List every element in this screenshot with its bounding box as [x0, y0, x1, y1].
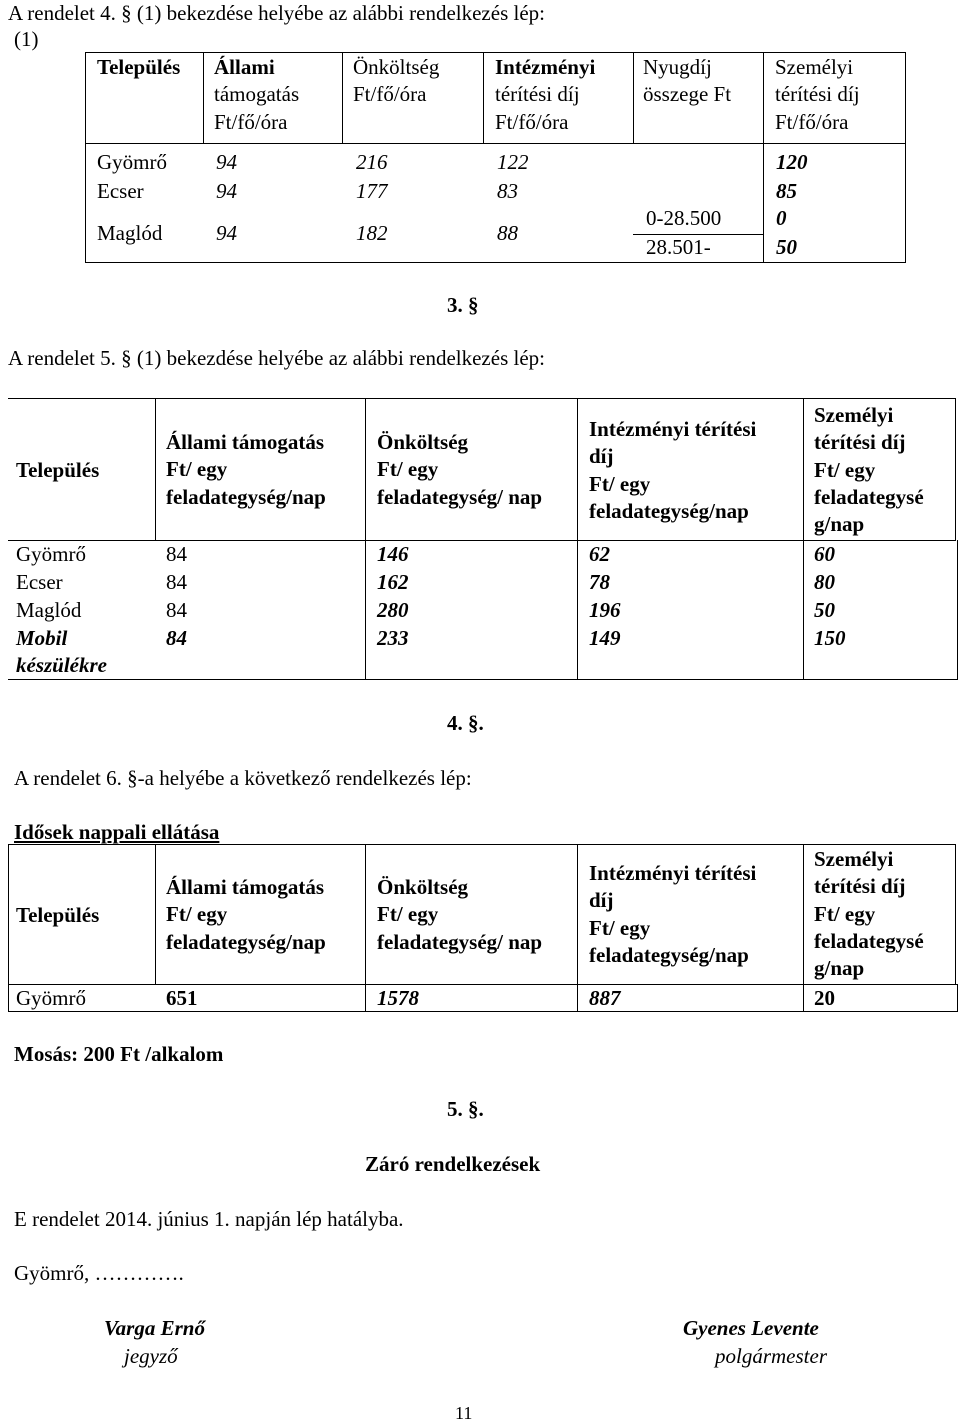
- header-szemelyi: Személyi térítési díj Ft/ egy feladategysé g/nap: [814, 847, 924, 981]
- place-date: Gyömrő, ………….: [14, 1261, 184, 1285]
- header-intezmenyi: Intézményi térítési díj Ft/ egy feladategység/nap: [589, 417, 757, 523]
- page-number: 11: [455, 1403, 473, 1423]
- section5-title: Záró rendelkezések: [365, 1152, 541, 1176]
- header-intezmenyi: Intézményi térítési díj Ft/fő/óra: [495, 55, 596, 134]
- header-onkoltseg: Önköltség Ft/ egy feladategység/ nap: [377, 430, 543, 509]
- header-telepules: Település: [16, 903, 100, 927]
- signature-role-notary: jegyző: [124, 1344, 178, 1368]
- effective-date-text: E rendelet 2014. június 1. napján lép hatályba.: [14, 1207, 404, 1231]
- header-allami: Állami támogatás Ft/ egy feladategység/nap: [166, 430, 326, 509]
- header-szemelyi: Személyi térítési díj Ft/ egy feladategysé g/nap: [814, 403, 924, 537]
- section4-intro: A rendelet 6. §-a helyébe a következő rendelkezés lép:: [14, 766, 472, 790]
- section4-number: 4. §.: [447, 711, 484, 735]
- section3-intro: A rendelet 5. § (1) bekezdése helyébe az alábbi rendelkezés lép:: [8, 346, 545, 370]
- section2-intro: A rendelet 4. § (1) bekezdése helyébe az alábbi rendelkezés lép:: [8, 1, 545, 25]
- section4-subtitle: Idősek nappali ellátása: [14, 820, 220, 844]
- signature-role-mayor: polgármester: [715, 1344, 827, 1368]
- header-szemelyi: Személyi térítési díj Ft/fő/óra: [775, 55, 860, 134]
- header-telepules: Település: [97, 55, 181, 79]
- header-allami: Állami támogatás Ft/fő/óra: [214, 55, 300, 134]
- header-onkoltseg: Önköltség Ft/fő/óra: [353, 55, 440, 107]
- section5-number: 5. §.: [447, 1097, 484, 1121]
- header-allami: Állami támogatás Ft/ egy feladategység/nap: [166, 875, 326, 954]
- header-nyugdij: Nyugdíj összege Ft: [643, 55, 732, 107]
- header-intezmenyi: Intézményi térítési díj Ft/ egy feladategység/nap: [589, 861, 757, 967]
- paragraph-number: (1): [14, 27, 39, 51]
- section3-number: 3. §: [447, 293, 479, 317]
- header-onkoltseg: Önköltség Ft/ egy feladategység/ nap: [377, 875, 543, 954]
- header-telepules: Település: [16, 458, 100, 482]
- washing-fee: Mosás: 200 Ft /alkalom: [14, 1042, 224, 1066]
- signature-name-mayor: Gyenes Levente: [683, 1316, 819, 1340]
- signature-name-notary: Varga Ernő: [104, 1316, 205, 1340]
